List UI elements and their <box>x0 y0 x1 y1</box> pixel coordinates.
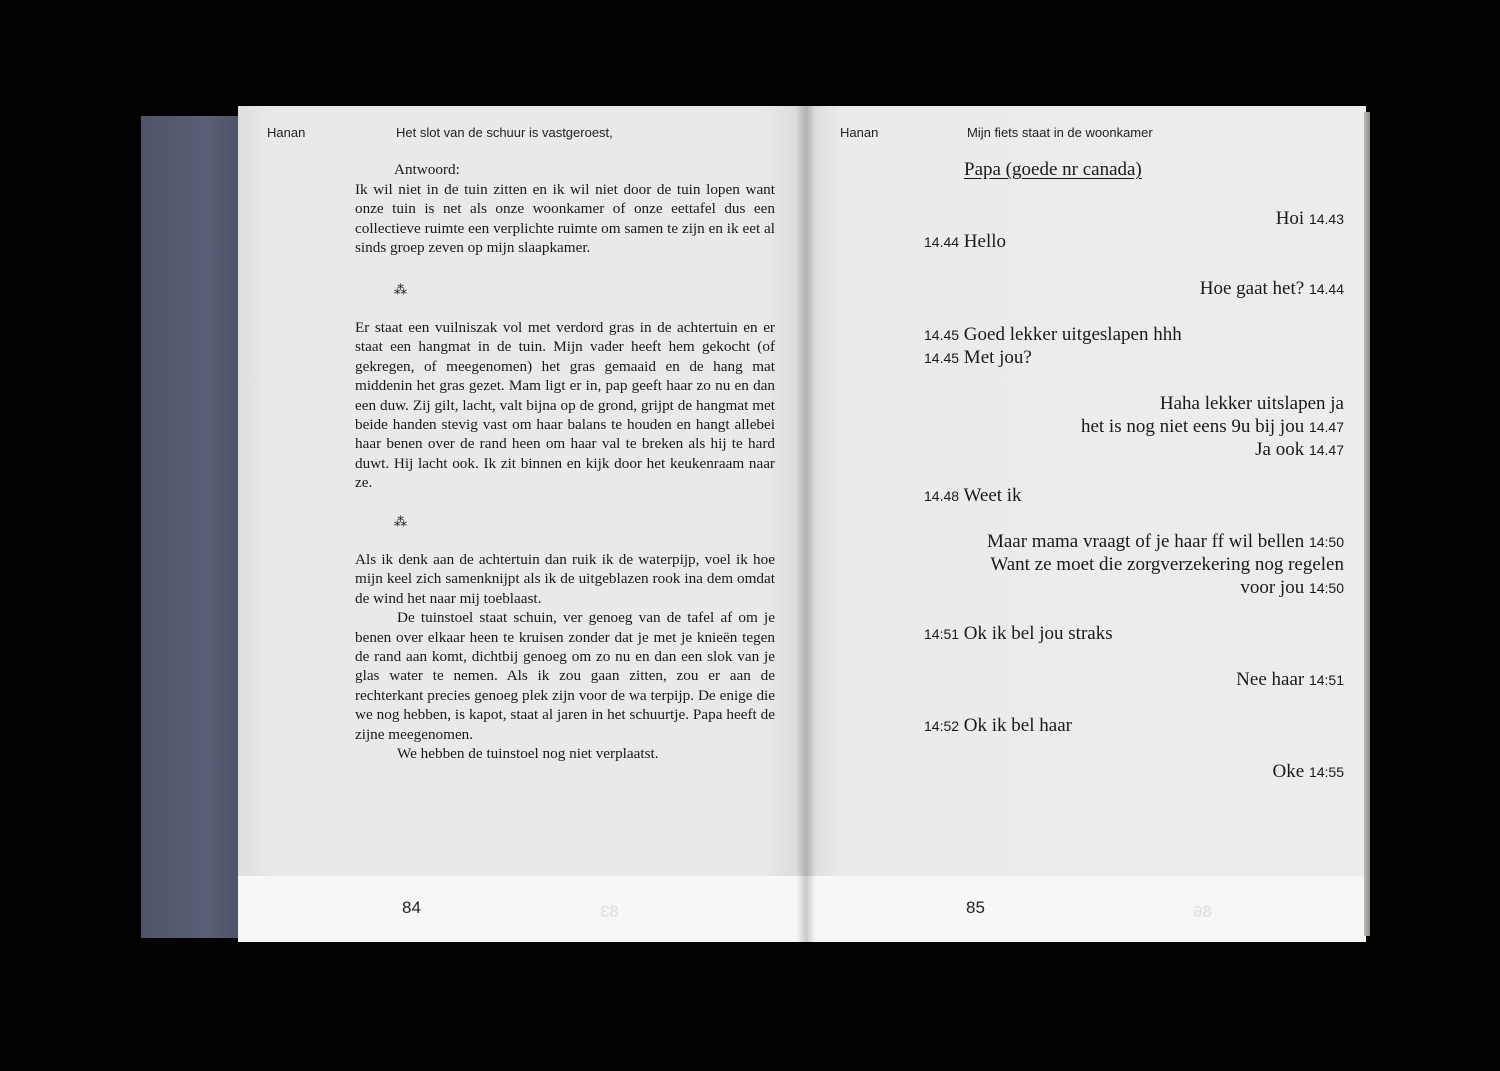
paragraph-waterpijp <box>355 550 775 763</box>
show-through-page-number: 83 <box>600 902 619 921</box>
sent-message <box>1276 207 1344 231</box>
message-timestamp: 14:51 <box>924 626 960 642</box>
page-stack-edge <box>1364 112 1370 936</box>
message-text: Weet ik <box>963 485 1022 506</box>
sent-message <box>1240 576 1344 600</box>
answer-paragraph <box>355 180 775 258</box>
message-text: voor jou <box>1240 577 1305 598</box>
right-page <box>806 106 1366 942</box>
received-message <box>924 346 1032 370</box>
sent-message <box>990 553 1344 576</box>
message-text: Hoi <box>1275 208 1305 229</box>
sent-message <box>1081 415 1344 439</box>
sent-message <box>1255 438 1344 462</box>
received-message <box>924 622 1113 646</box>
message-timestamp: 14:55 <box>1308 764 1344 780</box>
answer-label: Antwoord: <box>394 161 460 178</box>
asterism-divider: ⁂ <box>394 514 407 529</box>
message-timestamp: 14:52 <box>924 718 960 734</box>
message-timestamp: 14.45 <box>924 350 960 366</box>
message-timestamp: 14.45 <box>924 327 960 343</box>
page-footer <box>238 876 808 942</box>
chat-title: Papa (goede nr canada) <box>964 159 1142 180</box>
running-head-author: Hanan <box>267 125 306 140</box>
sent-message <box>1200 277 1344 301</box>
message-timestamp: 14.48 <box>924 488 960 504</box>
page-footer <box>806 876 1366 942</box>
asterism-divider: ⁂ <box>394 282 407 297</box>
sent-message <box>1273 760 1344 784</box>
message-text: Goed lekker uitgeslapen hhh <box>963 324 1182 345</box>
page-number: 85 <box>966 898 985 917</box>
book-gutter <box>796 106 816 942</box>
received-message <box>924 484 1022 508</box>
message-timestamp: 14.44 <box>924 234 960 250</box>
message-text: Maar mama vraagt of je haar ff wil bellen <box>986 531 1305 552</box>
received-message <box>924 714 1072 738</box>
message-text: Ja ook <box>1255 439 1305 460</box>
message-text: Hello <box>963 231 1007 252</box>
message-text: Want ze moet die zorgverzekering nog regelen <box>990 554 1344 575</box>
message-text: Oke <box>1272 761 1305 782</box>
sent-message <box>1236 668 1344 692</box>
running-head-title: Het slot van de schuur is vastgeroest, <box>396 125 613 140</box>
paragraph-text: Er staat een vuilniszak vol met verdord gras in de achtertuin en er staat een hangmat in de tuin. Mijn vader heeft hem gekocht (of gekregen, of meegenomen) het gras gemaaid en de hang mat middenin het gras gezet. Mam ligt er in, pap geeft haar zo nu en dan een duw. Zij gilt, lacht, valt bijna op de grond, grijpt de hangmat met beide handen stevig vast om haar balans te houden en hangt allebei haar benen over de rand heen om haar val te breken als hij te hard duwt. Hij lacht ook. Ik zit binnen en kijk door het keukenraam naar ze. <box>355 319 775 492</box>
message-timestamp: 14.47 <box>1308 419 1344 435</box>
message-text: Haha lekker uitslapen ja <box>1159 393 1344 414</box>
paragraph-text: We hebben de tuinstoel nog niet verplaatst. <box>397 745 659 763</box>
paragraph-text: Als ik denk aan de achtertuin dan ruik ik de waterpijp, voel ik hoe mijn keel zich samenknijpt als ik de uitgeblazen rook ina dem omdat de wind het naar mij toeblaast. <box>355 551 775 607</box>
sent-message <box>987 530 1344 554</box>
message-text: Met jou? <box>963 347 1032 368</box>
running-head-title: Mijn fiets staat in de woonkamer <box>967 125 1153 140</box>
paragraph-text: De tuinstoel staat schuin, ver genoeg van de tafel af om je benen over elkaar heen te kruisen zonder dat je met je knieën tegen de rand aan komt, dichtbij genoeg om zo nu en dan een slok van je glas water te nemen. Als ik zou gaan zitten, zou er aan de rechterkant precies genoeg plek zijn voor de wa terpijp. De enige die we nog hebben, is kapot, staat al jaren in het schuurtje. Papa heeft de zijne meegenomen. <box>355 609 775 743</box>
message-text: Ok ik bel jou straks <box>963 623 1113 644</box>
message-timestamp: 14:50 <box>1308 534 1344 550</box>
message-text: Nee haar <box>1236 669 1305 690</box>
message-text: Ok ik bel haar <box>963 715 1072 736</box>
message-timestamp: 14.47 <box>1308 442 1344 458</box>
message-text: Hoe gaat het? <box>1199 278 1305 299</box>
book-cover-edge <box>141 116 251 938</box>
sent-message <box>1160 392 1344 415</box>
show-through-page-number: 86 <box>1193 902 1212 921</box>
received-message <box>924 323 1182 347</box>
message-timestamp: 14:50 <box>1308 580 1344 596</box>
running-head-author: Hanan <box>840 125 879 140</box>
message-text: het is nog niet eens 9u bij jou <box>1080 416 1305 437</box>
paragraph-hangmat <box>355 318 775 493</box>
message-timestamp: 14.44 <box>1308 281 1344 297</box>
received-message <box>924 230 1006 254</box>
left-page <box>238 106 808 942</box>
message-timestamp: 14:51 <box>1308 672 1344 688</box>
message-timestamp: 14.43 <box>1308 211 1344 227</box>
page-number: 84 <box>402 898 421 917</box>
answer-text: Ik wil niet in de tuin zitten en ik wil niet door de tuin lopen want onze tuin is net als onze woonkamer of onze eettafel dus een collectieve ruimte een verplichte ruimte om samen te zijn en ik eet al sinds groep zeven op mijn slaapkamer. <box>355 181 775 257</box>
